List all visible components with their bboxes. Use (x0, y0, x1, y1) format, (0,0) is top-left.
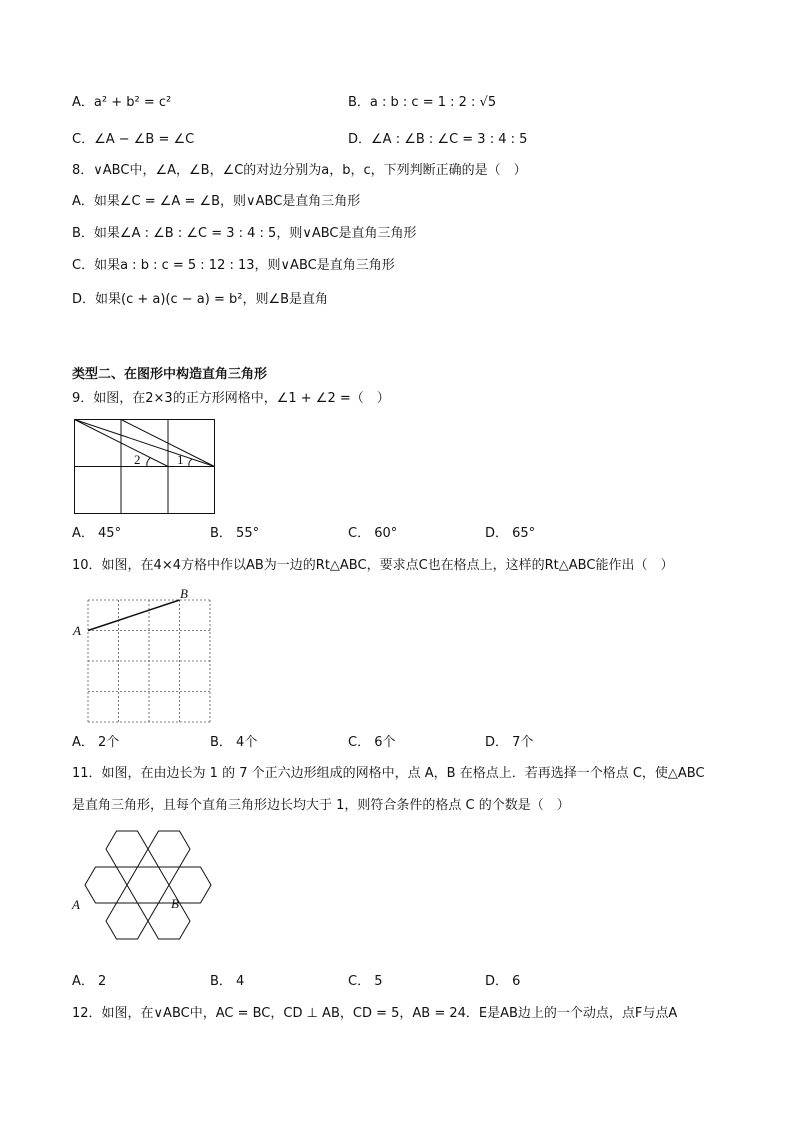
q10-option-c: C． 6个 (348, 735, 396, 750)
q8-stem: 8．∨ABC中，∠A，∠B，∠C的对边分别为a，b，c，下列判断正确的是（ ） (72, 163, 527, 178)
q9-grid-figure (74, 419, 216, 515)
q11-point-a-label: A (72, 897, 80, 912)
q7-options-row2 (72, 131, 732, 149)
q10-dashed-grid (88, 600, 210, 722)
q10-option-a: A． 2个 (72, 735, 120, 750)
q7-option-a: A．a² + b² = c² (72, 95, 172, 110)
q11-option-c: C． 5 (348, 974, 383, 989)
q9-option-a: A． 45° (72, 526, 122, 541)
q11-option-d: D． 6 (485, 974, 521, 989)
q9-option-b: B． 55° (210, 526, 260, 541)
q10-option-d: D． 7个 (485, 735, 534, 750)
q12-stem: 12．如图，在∨ABC中，AC = BC，CD ⊥ AB，CD = 5，AB = 24．E是AB边上的一个动点，点F与点A (72, 1006, 678, 1021)
q10-option-b: B． 4个 (210, 735, 258, 750)
q9-option-c: C． 60° (348, 526, 398, 541)
q7-option-c: C．∠A − ∠B = ∠C (72, 132, 195, 147)
q10-point-b-label: B (180, 586, 188, 601)
q10-point-a-label: A (73, 623, 81, 638)
q8-option-d: D．如果(c + a)(c − a) = b²，则∠B是直角 (72, 292, 329, 307)
q10-stem: 10．如图，在4×4方格中作以AB为一边的Rt△ABC，要求点C也在格点上，这样的Rt△ABC能作出（ ） (72, 558, 674, 573)
q11-options (72, 973, 732, 991)
section-heading: 类型二、在图形中构造直角三角形 (72, 367, 268, 382)
q9-angle-arc-1 (189, 459, 192, 466)
q8-option-c: C．如果a : b : c = 5 : 12 : 13，则∨ABC是直角三角形 (72, 258, 395, 273)
q7-option-b: B．a : b : c = 1 : 2 : √5 (348, 95, 497, 110)
q7-options-row1 (72, 94, 732, 112)
q11-stem-line1: 11．如图，在由边长为 1 的 7 个正六边形组成的网格中，点 A，B 在格点上．若再选择一个格点 C，使△ABC (72, 766, 705, 781)
q11-option-b: B． 4 (210, 974, 245, 989)
q10-grid-figure (70, 586, 220, 726)
q9-angle-label-2: 2 (134, 452, 141, 467)
q9-diagonal-1 (75, 420, 215, 467)
q8-option-b: B．如果∠A : ∠B : ∠C = 3 : 4 : 5，则∨ABC是直角三角形 (72, 226, 417, 241)
q8-option-a: A．如果∠C = ∠A = ∠B，则∨ABC是直角三角形 (72, 194, 361, 209)
q10-segment-ab (88, 600, 180, 631)
q11-stem-line2: 是直角三角形，且每个直角三角形边长均大于 1，则符合条件的格点 C 的个数是（ ） (72, 798, 570, 813)
q9-angle-label-1: 1 (177, 452, 184, 467)
q7-option-d: D．∠A : ∠B : ∠C = 3 : 4 : 5 (348, 132, 528, 147)
q11-option-a: A． 2 (72, 974, 107, 989)
q11-point-b-label: B (171, 896, 179, 911)
q9-stem: 9．如图，在2×3的正方形网格中，∠1 + ∠2 =（ ） (72, 391, 390, 406)
q9-options (72, 525, 732, 543)
q9-angle-arc-2 (147, 458, 150, 466)
q9-option-d: D． 65° (485, 526, 536, 541)
q10-options (72, 734, 732, 752)
q11-hexagon-grid-figure (70, 830, 220, 962)
q11-hexagons (85, 831, 211, 939)
